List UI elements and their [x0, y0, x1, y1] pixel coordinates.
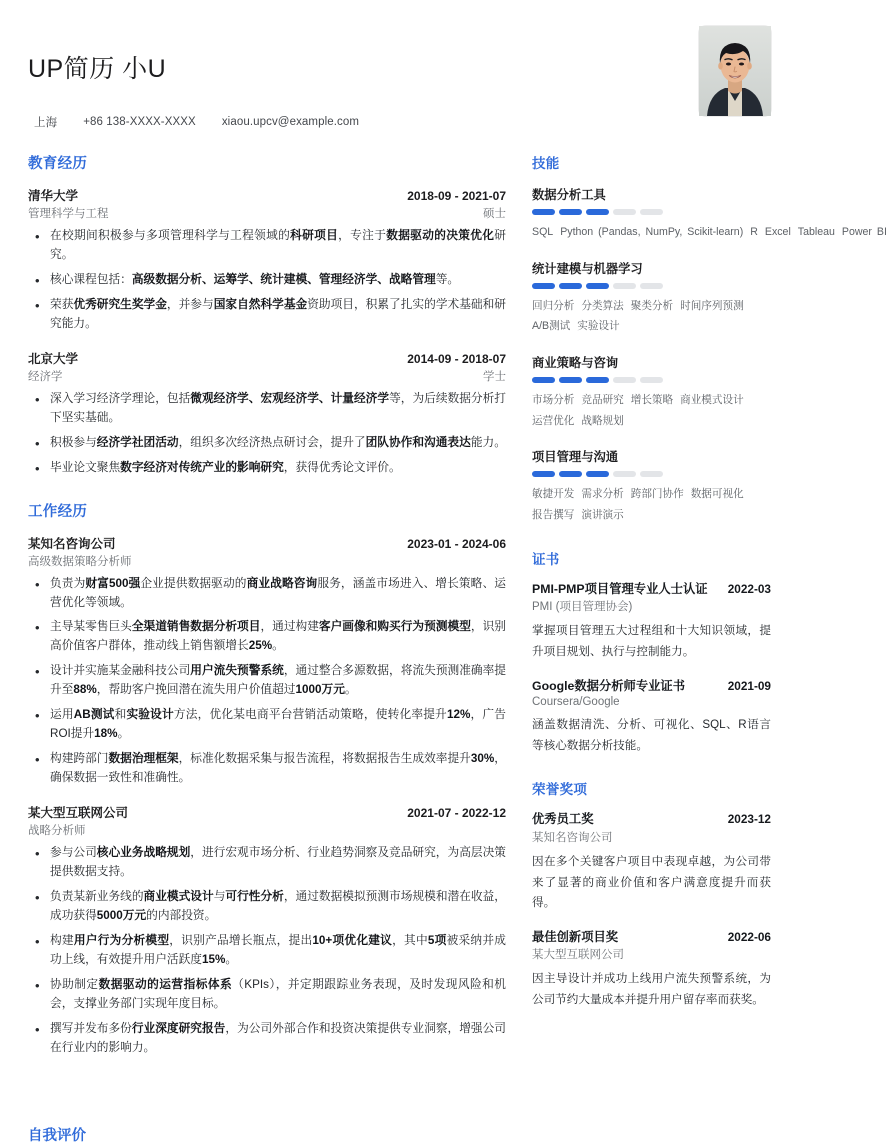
section-title-awards: 荣誉奖项 — [532, 782, 588, 798]
skill-level-segment — [559, 377, 582, 383]
section-education — [28, 152, 506, 478]
skill-group — [532, 447, 771, 525]
skill-tag: Power BI — [841, 226, 887, 238]
work-bullet-list — [28, 844, 506, 1058]
education-entry — [28, 186, 506, 334]
education-entry-subheader — [28, 205, 506, 221]
skill-level-segment — [640, 471, 663, 477]
section-awards — [532, 778, 771, 1010]
education-bullet-list — [28, 227, 506, 334]
work-bullet: • 负责某新业务线的商业模式设计与可行性分析，通过数据模拟预测市场规模和潜在收益，成功获得5000万元的内部投资。 — [50, 888, 506, 926]
work-bullet: • 负责为财富500强企业提供数据驱动的商业战略咨询服务，涵盖市场进入、增长策略、运营优化等领域。 — [50, 575, 506, 613]
skill-tag: 数据可视化 — [690, 488, 744, 501]
portrait-photo-icon — [699, 26, 771, 116]
skill-level-segment — [532, 283, 555, 289]
certificate-issuer: PMI (项目管理协会) — [532, 601, 633, 614]
certificate-name: PMI-PMP项目管理专业人士认证 — [532, 581, 708, 596]
award-name: 优秀员工奖 — [532, 812, 594, 827]
skill-tag-list — [532, 222, 887, 243]
section-certificates — [532, 548, 771, 757]
award — [532, 929, 771, 1011]
skill-tag: 商业模式设计 — [680, 393, 744, 406]
skill-level-segment — [559, 283, 582, 289]
skill-level-segment — [586, 471, 609, 477]
skill-level-segment — [613, 377, 636, 383]
skill-tag-list — [532, 390, 771, 431]
education-qualifier: 学士 — [483, 370, 506, 383]
education-qualifier: 硕士 — [483, 208, 506, 220]
section-title-education: 教育经历 — [28, 156, 88, 172]
education-bullet: • 在校期间积极参与多项管理科学与工程领域的科研项目，专注于数据驱动的决策优化研究。 — [50, 227, 506, 265]
work-bullet: • 主导某零售巨头全渠道销售数据分析项目，通过构建客户画像和购买行为预测模型，识别高价值客户群体，推动线上销售额增长25%。 — [50, 618, 506, 656]
skill-tag: SQL — [532, 226, 554, 238]
education-organization: 北京大学 — [28, 351, 79, 366]
skill-tag: 分类算法 — [581, 299, 624, 312]
award — [532, 811, 771, 913]
education-bullet: • 核心课程包括：高级数据分析、运筹学、统计建模、管理经济学、战略管理等。 — [50, 271, 506, 290]
work-bullet: • 构建跨部门数据治理框架，标准化数据采集与报告流程，将数据报告生成效率提升30%，确保数据一致性和准确性。 — [50, 750, 506, 788]
work-bullet: • 协助制定数据驱动的运营指标体系（KPIs），并定期跟踪业务表现，及时发现风险和机会，支撑业务部门实现年度目标。 — [50, 976, 506, 1014]
award-date: 2022-06 — [727, 929, 771, 944]
skill-tag: 时间序列预测 — [680, 299, 744, 312]
skill-tag: 实验设计 — [577, 320, 620, 333]
certificate-date: 2021-09 — [727, 679, 771, 694]
work-bullet-list — [28, 575, 506, 789]
skill-tag: Tableau — [797, 226, 835, 238]
work-date: 2023-01 - 2024-06 — [407, 536, 506, 551]
skill-level-segment — [613, 209, 636, 215]
work-bullet: • 参与公司核心业务战略规划，进行宏观市场分析、行业趋势洞察及竞品研究，为高层决策提供数据支持。 — [50, 844, 506, 882]
award-header — [532, 811, 771, 828]
skill-level-segment — [586, 209, 609, 215]
work-entry-header — [28, 803, 506, 821]
award-name: 最佳创新项目奖 — [532, 929, 619, 944]
left-column — [28, 152, 506, 1080]
award-issuer: 某知名咨询公司 — [532, 831, 613, 844]
skill-tag-list — [532, 484, 771, 525]
work-entry — [28, 534, 506, 789]
skill-level-segment — [559, 209, 582, 215]
skill-tag: 竞品研究 — [581, 393, 624, 406]
skill-level-segment — [532, 377, 555, 383]
education-entry-subheader — [28, 368, 506, 384]
certificate-header — [532, 581, 771, 598]
education-bullet: • 荣获优秀研究生奖学金，并参与国家自然科学基金资助项目，积累了扎实的学术基础和研究能力。 — [50, 296, 506, 334]
work-entry — [28, 803, 506, 1058]
skill-tag: 演讲演示 — [581, 508, 624, 521]
section-title-work: 工作经历 — [28, 503, 88, 520]
work-bullet: • 构建用户行为分析模型，识别产品增长瓶点，提出10+项优化建议，其中5项被采纳并成功上线，有效提升用户活跃度15%。 — [50, 932, 506, 970]
skill-group — [532, 185, 887, 243]
education-bullet: • 积极参与经济学社团活动，组织多次经济热点研讨会，提升了团队协作和沟通表达能力。 — [50, 434, 506, 453]
award-list — [532, 811, 771, 1010]
work-organization: 某知名咨询公司 — [28, 536, 116, 551]
skill-tag: Python (Pandas, NumPy, Scikit-learn) — [560, 226, 744, 238]
skill-group-name: 商业策略与咨询 — [532, 355, 619, 370]
resume-header — [0, 0, 799, 152]
work-bullet: • 撰写并发布多份行业深度研究报告，为公司外部合作和投资决策提供专业洞察，增强公司在行业内的影响力。 — [50, 1020, 506, 1058]
resume-body — [0, 152, 887, 1080]
education-bullet: • 深入学习经济学理论，包括微观经济学、宏观经济学、计量经济学等，为后续数据分析打下坚实基础。 — [50, 390, 506, 428]
skill-level-segment — [532, 471, 555, 477]
skill-level-segment — [586, 377, 609, 383]
education-entry-list — [28, 186, 506, 478]
skill-tag: 回归分析 — [532, 299, 575, 312]
skill-tag: 增长策略 — [630, 393, 674, 406]
certificate-name: Google数据分析师专业证书 — [532, 679, 686, 694]
certificate — [532, 678, 771, 756]
contact-row — [28, 114, 771, 130]
skill-tag: A/B测试 — [532, 320, 571, 333]
right-column — [532, 152, 887, 1033]
skill-tag: 市场分析 — [532, 393, 575, 406]
skill-level-segment — [613, 283, 636, 289]
education-entry-header — [28, 186, 506, 204]
education-entry-header — [28, 349, 506, 367]
certificate-header — [532, 678, 771, 695]
skill-group-name: 项目管理与沟通 — [532, 450, 619, 465]
skill-level-segment — [640, 283, 663, 289]
certificate-list — [532, 581, 771, 757]
skill-level-bar — [532, 283, 771, 289]
award-description: 因主导设计并成功上线用户流失预警系统，为公司节约大量成本并提升用户留存率而获奖。 — [532, 972, 771, 1006]
work-bullet: • 设计并实施某金融科技公司用户流失预警系统，通过整合多源数据，将流失预测准确率提升至88%，帮助客户挽回潜在流失用户价值超过1000万元。 — [50, 662, 506, 700]
education-date: 2014-09 - 2018-07 — [407, 351, 506, 366]
award-issuer: 某大型互联网公司 — [532, 949, 624, 962]
skill-level-segment — [586, 283, 609, 289]
skill-level-segment — [559, 471, 582, 477]
work-entry-subheader — [28, 553, 506, 569]
skill-group — [532, 353, 771, 431]
education-subtitle: 管理科学与工程 — [28, 208, 109, 220]
work-organization: 某大型互联网公司 — [28, 806, 129, 821]
education-subtitle: 经济学 — [28, 370, 63, 383]
skill-level-segment — [640, 209, 663, 215]
certificate — [532, 581, 771, 663]
skill-tag: R — [750, 226, 758, 238]
skill-tag: 战略规划 — [581, 414, 624, 427]
page-title: UP简历 小U — [28, 55, 167, 83]
education-bullet: • 毕业论文聚焦数字经济对传统产业的影响研究，获得优秀论文评价。 — [50, 459, 506, 478]
skill-tag: 运营优化 — [532, 414, 575, 427]
contact-location: 上海 — [34, 117, 58, 129]
skill-level-segment — [613, 471, 636, 477]
work-date: 2021-07 - 2022-12 — [407, 806, 506, 821]
skill-tag: 聚类分析 — [630, 299, 674, 312]
skill-level-bar — [532, 209, 771, 215]
section-work — [28, 500, 506, 1058]
certificate-description: 涵盖数据清洗、分析、可视化、SQL、R语言等核心数据分析技能。 — [532, 718, 771, 752]
section-skills — [532, 152, 887, 526]
skill-level-segment — [532, 209, 555, 215]
work-bullet: • 运用AB测试和实验设计方法，优化某电商平台营销活动策略，使转化率提升12%，广告ROI提升18%。 — [50, 706, 506, 744]
education-entry — [28, 349, 506, 478]
avatar — [699, 26, 771, 116]
skill-level-bar — [532, 377, 771, 383]
award-description: 因在多个关键客户项目中表现卓越，为公司带来了显著的商业价值和客户满意度提升而获得。 — [532, 854, 771, 910]
skill-tag: Excel — [764, 226, 791, 238]
skill-group-name: 数据分析工具 — [532, 188, 606, 202]
work-subtitle: 战略分析师 — [28, 825, 86, 838]
section-title-certificates: 证书 — [532, 551, 560, 567]
certificate-description: 掌握项目管理五大过程组和十大知识领域，提升项目规划、执行与控制能力。 — [532, 624, 771, 658]
skill-group-list — [532, 185, 887, 526]
award-date: 2023-12 — [727, 812, 771, 827]
skill-level-segment — [640, 377, 663, 383]
skill-group-name: 统计建模与机器学习 — [532, 261, 643, 276]
contact-email: xiaou.upcv@example.com — [221, 116, 360, 128]
education-bullet-list — [28, 390, 506, 478]
skill-tag: 需求分析 — [581, 488, 624, 501]
certificate-date: 2022-03 — [727, 581, 771, 596]
work-subtitle: 高级数据策略分析师 — [28, 555, 132, 568]
skill-tag: 跨部门协作 — [630, 488, 684, 501]
certificate-issuer: Coursera/Google — [532, 696, 620, 709]
skill-level-bar — [532, 471, 771, 477]
award-header — [532, 929, 771, 946]
education-organization: 清华大学 — [28, 189, 79, 203]
section-title-clipped: 自我评价 — [28, 1128, 86, 1144]
skill-tag: 敏捷开发 — [532, 488, 575, 501]
work-entry-header — [28, 534, 506, 552]
skill-tag-list — [532, 296, 771, 337]
work-entry-list — [28, 534, 506, 1058]
skill-tag: 报告撰写 — [532, 508, 575, 521]
education-date: 2018-09 - 2021-07 — [407, 189, 506, 203]
skill-group — [532, 259, 771, 337]
contact-phone: +86 138-XXXX-XXXX — [83, 116, 196, 128]
work-entry-subheader — [28, 822, 506, 838]
section-title-skills: 技能 — [532, 156, 560, 171]
